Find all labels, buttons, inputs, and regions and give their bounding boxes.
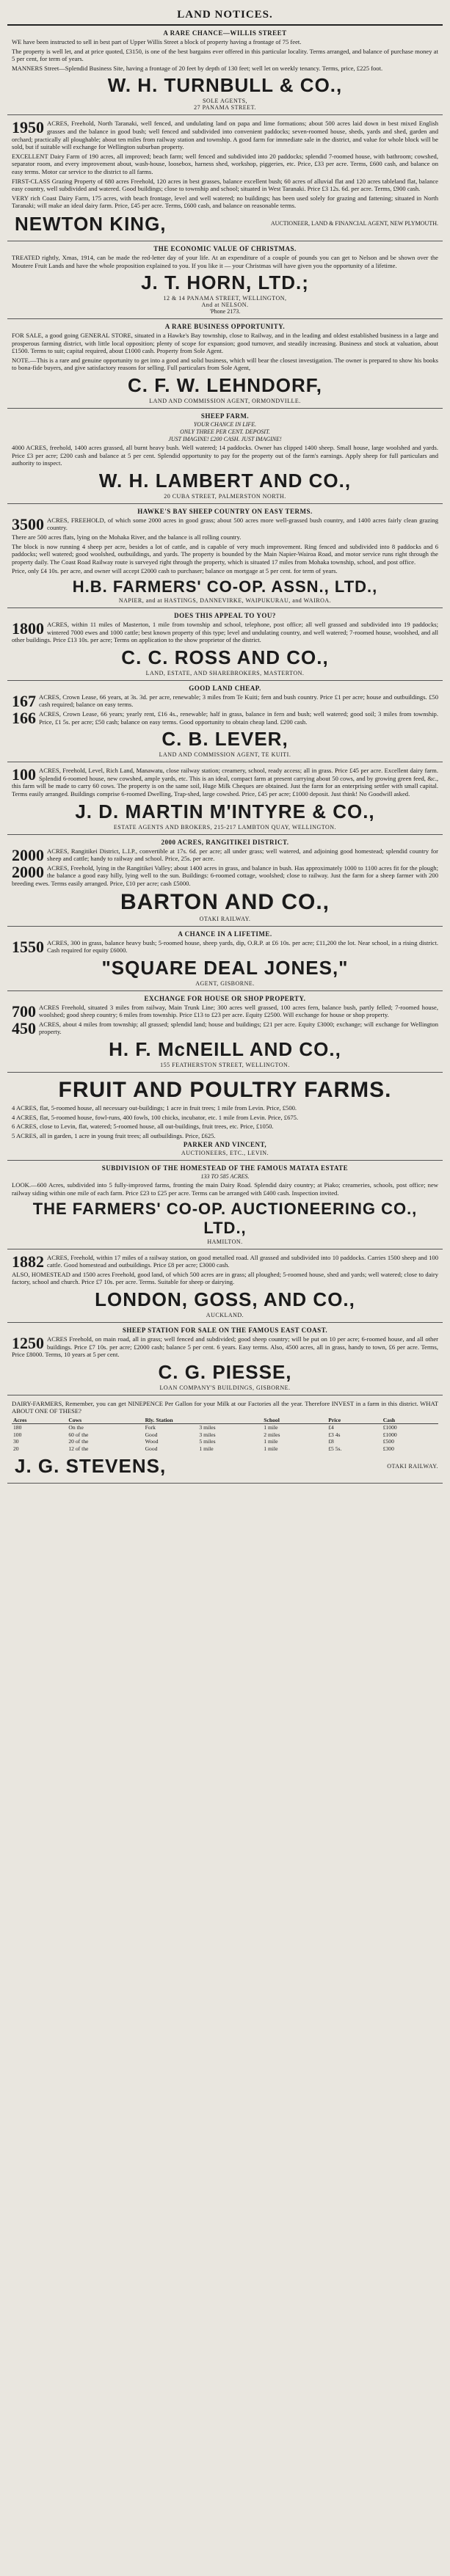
ad-text xyxy=(12,1001,438,1021)
firm-name: THE FARMERS' CO-OP. AUCTIONEERING CO., LTD., xyxy=(32,1199,418,1237)
newspaper-page xyxy=(7,7,443,2561)
ad-text-body: ACRES, 300 in grass, balance heavy bush; 5-roomed house, sheep yards, dip, O.R.P. at £6 10s. per acre; £11,200 the lot. Near school, in a rising district. Cash required for equity £6000. xyxy=(47,938,438,955)
ad-lambert xyxy=(7,409,443,504)
ad-text xyxy=(12,847,438,863)
table-header-cell: Cows xyxy=(67,1417,143,1424)
ad-piesse xyxy=(7,1323,443,1395)
ad-text-body: ACRES, Freehold, within 17 miles of a railway station, on good metalled road. All grassed and subdivided into 10 paddocks. Carries 1500 sheep and 100 cattle. Good homestead and outbuildings. Price £8 per acre; £3000 cash. xyxy=(47,1253,438,1269)
table-cell: £4 xyxy=(328,1424,334,1431)
table-cell: 1 mile xyxy=(199,1445,214,1452)
firm-name: C. G. PIESSE, xyxy=(158,1360,292,1383)
table-cell: 12 of the xyxy=(68,1445,89,1452)
ad-text: ALSO, HOMESTEAD and 1500 acres Freehold, good land, of which 500 acres are in grass; all ploughed; 5-roomed house, shed and yards; well watered; close to dairy factory, school and church. Price £7 10s. per acre. Terms. Suitable for sheep or dairying. xyxy=(12,1270,438,1286)
ad-tagline: JUST IMAGINE! £200 CASH. JUST IMAGINE! xyxy=(168,436,282,443)
ad-text: LOOK.—600 Acres, subdivided into 5 fully-improved farms, fronting the main Dairy Road. Splendid dairy country; at Piako; creameries, schools, post office; new railway siding within one mile of each farm. Price £23 to £25 per acre. Terms can be arranged with £400 cash. Inspection invited. xyxy=(12,1181,438,1197)
firm-name: BARTON AND CO., xyxy=(120,889,330,914)
ad-text: 4 ACRES, flat, 5-roomed house, fowl-runs, 400 fowls, 100 chicks, incubator, etc. 1 mile from Levin. Price, £675. xyxy=(12,1113,299,1121)
firm-name: W. H. TURNBULL & CO., xyxy=(107,74,343,97)
ad-subheading: A CHANCE IN A LIFETIME. xyxy=(178,930,272,938)
ad-mcneill xyxy=(7,991,443,1073)
ad-text: 6 ACRES, close to Levin, flat, watered; 5-roomed house, all out-buildings, fruit trees, etc. Price, £1050. xyxy=(12,1123,274,1131)
table-cell: £300 xyxy=(382,1445,394,1452)
ad-tagline: 133 TO 585 ACRES. xyxy=(200,1173,250,1181)
firm-caption: 155 FEATHERSTON STREET, WELLINGTON. xyxy=(160,1062,290,1069)
firm-address: 12 & 14 PANAMA STREET, WELLINGTON, xyxy=(163,295,287,302)
ad-text: The property is well let, and at price quoted, £3150, is one of the best bargains ever offered in this particular locality. Terms arranged, and balance of purchase money at 5 per cent, for term of years. xyxy=(12,47,438,63)
acreage-figure: 1250 xyxy=(12,1334,44,1352)
ad-horn xyxy=(7,241,443,319)
ad-text: 4000 ACRES, freehold, 1400 acres grassed, all burnt heavy bush. Well watered; 14 paddocks. Owner has clipped 1400 sheep. Small house, large woolshed and yards. Price £3 per acre; £200 cash and balance at 5 per cent. Splendid opportunity to pay for the property out of the farm's earnings. Apply sheep for full particulars and authority to inspect. xyxy=(12,444,438,467)
firm-name: C. B. LEVER, xyxy=(162,728,288,751)
table-cell: 60 of the xyxy=(68,1431,89,1438)
firm-name: J. D. MARTIN M'INTYRE & CO., xyxy=(75,800,375,822)
table-header-cell: Price xyxy=(327,1417,381,1424)
acreage-figure: 100 xyxy=(12,765,36,784)
ad-stevens xyxy=(7,1395,443,1484)
table-cell: £1000 xyxy=(382,1424,397,1431)
firm-row xyxy=(12,211,438,237)
ad-text xyxy=(12,120,438,150)
table-cell: £5 5s. xyxy=(328,1445,342,1452)
ad-text: TREATED rightly, Xmas, 1914, can be made the red-letter day of your life. At an expenditure of a couple of pounds you can get to Nelson and be shown over the Moutere Fruit Lands and have the whole proposition explained to you. If you like it — your Christmas will have given you the opportunity of a lifetime. xyxy=(12,253,438,269)
table-cell: Good xyxy=(145,1445,158,1452)
table-cell: 20 xyxy=(13,1445,19,1452)
ad-subheading: 2000 ACRES, RANGITIKEI DISTRICT. xyxy=(161,838,289,846)
ad-text: The block is now running 4 sheep per acre, besides a lot of cattle, and is capable of very much improvement. Ring fenced and subdivided into 8 paddocks and 6 paddocks; well watered; good woolshed, outbuildings, and yards. The property is bounded by the Main Napier-Wairoa Road, and motor service runs right through the property daily. The Coast Road Railway route is surveyed right through the property, which is situated 17 miles from Mohaka township, school, and post office. xyxy=(12,542,438,566)
table-cell: 3 miles xyxy=(199,1424,216,1431)
ad-text xyxy=(12,939,438,955)
ad-text xyxy=(12,621,438,644)
ad-subheading: A RARE BUSINESS OPPORTUNITY. xyxy=(164,323,286,331)
firm-address: 27 PANAMA STREET. xyxy=(194,104,256,112)
acreage-figure: 167 xyxy=(12,691,36,710)
table-header-cell: Cash xyxy=(382,1417,438,1424)
acreage-figure: 450 xyxy=(12,1018,36,1037)
ad-farmers-coop xyxy=(7,1161,443,1249)
ad-newton-king xyxy=(7,115,443,241)
ad-text xyxy=(12,864,438,888)
table-cell: Wood xyxy=(145,1438,159,1445)
ad-subheading: A RARE CHANCE—WILLIS STREET xyxy=(163,29,287,37)
firm-caption: LOAN COMPANY'S BUILDINGS, GISBORNE. xyxy=(159,1384,291,1391)
firm-name: C. C. ROSS AND CO., xyxy=(121,646,329,668)
table-cell: £8 xyxy=(328,1438,334,1445)
firm-name: J. G. STEVENS, xyxy=(15,1455,167,1477)
table-cell: Fork xyxy=(145,1424,156,1431)
table-header-cell: School xyxy=(262,1417,327,1424)
phone-number: 'Phone 2173. xyxy=(209,308,241,315)
acreage-figure: 2000 xyxy=(12,845,44,864)
ad-text: DAIRY-FARMERS, Remember, you can get NINEPENCE Per Gallon for your Milk at our Factories all the year. Therefore INVEST in a farm in this district. WHAT ABOUT ONE OF THESE? xyxy=(12,1399,438,1415)
acreage-figure: 1550 xyxy=(12,937,44,956)
table-cell: 5 miles xyxy=(199,1438,216,1445)
firm-name: PARKER AND VINCENT, xyxy=(183,1141,267,1149)
ad-lever xyxy=(7,681,443,762)
ad-text: 4 ACRES, flat, 5-roomed house, all necessary out-buildings; 1 acre in fruit trees; 1 mile from Levin. Price, £500. xyxy=(12,1104,297,1112)
ad-text xyxy=(12,693,438,709)
table-row xyxy=(12,1445,438,1452)
table-cell: 3 miles xyxy=(199,1431,216,1438)
firm-caption: NAPIER, and at HASTINGS, DANNEVIRKE, WAIPUKURAU, and WAIROA. xyxy=(118,597,332,604)
ad-text: WE have been instructed to sell in best part of Upper Willis Street a block of property having a frontage of 75 feet. xyxy=(12,38,302,45)
ad-martin-mcintyre xyxy=(7,762,443,834)
ad-text: MANNERS Street—Splendid Business Site, having a frontage of 20 feet by depth of 130 feet; well let on weekly tenancy. Terms, price, £225 foot. xyxy=(12,64,383,72)
table-row xyxy=(12,1431,438,1438)
table-header-cell: Rly. Station xyxy=(144,1417,263,1424)
firm-caption: LAND AND COMMISSION AGENT, TE KUITI. xyxy=(159,751,291,759)
ad-tagline: ONLY THREE PER CENT. DEPOSIT. xyxy=(180,428,270,436)
firm-address: 20 CUBA STREET, PALMERSTON NORTH. xyxy=(164,492,286,500)
table-cell: 1 mile xyxy=(264,1424,278,1431)
ad-subheading: SHEEP FARM. xyxy=(200,412,250,420)
ad-text xyxy=(12,1335,438,1359)
firm-caption: LAND, ESTATE, AND SHAREBROKERS, MASTERTON. xyxy=(145,669,305,676)
ad-text xyxy=(12,1254,438,1269)
firm-caption: AGENT, GISBORNE. xyxy=(195,979,255,987)
farm-table xyxy=(12,1417,438,1452)
firm-name: H.B. FARMERS' CO-OP. ASSN., LTD., xyxy=(72,577,378,596)
table-cell: 30 xyxy=(13,1438,19,1445)
ad-text-body: ACRES, Freehold, North Taranaki, well fenced, and undulating land on papa and lime formations; about 500 acres laid down in best mixed English grasses and the balance in good bush; well fenced and subdivided into convenient paddocks; seven-roomed house, sheds, yards and shed, garden and orchard; practically all ploughable; about ten miles from railway station and township. A good farm for immediate sale in the district, and value for whole block will be sold, but if suitable will exchange for Wellington suburban property. xyxy=(12,120,438,151)
table-cell: Good xyxy=(145,1431,158,1438)
ad-subheading: EXCHANGE FOR HOUSE OR SHOP PROPERTY. xyxy=(144,994,306,1002)
firm-row xyxy=(12,1453,438,1479)
firm-caption: ESTATE AGENTS AND BROKERS, 215-217 LAMBTON QUAY, WELLINGTON. xyxy=(113,823,337,831)
firm-name: J. T. HORN, LTD.; xyxy=(141,271,309,294)
page-heading: LAND NOTICES. xyxy=(7,7,443,26)
ad-text: There are 500 acres flats, lying on the Mohaka River, and the balance is all rolling country. xyxy=(12,533,242,541)
ad-text: NOTE.—This is a rare and genuine opportunity to get into a good and solid business, which will bear the closest investigation. The owner is prepared to show his books to bona-fide buyers, and give satisfactory reasons for selling. Full particulars from Sole Agent, xyxy=(12,356,438,372)
ad-text xyxy=(12,710,438,726)
ad-text: EXCELLENT Dairy Farm of 190 acres, all improved; beach farm; well fenced and subdivided into 20 paddocks; splendid 7-roomed house, with bathroom; cowshed, separator room, and every improvement about, wash-house, loosebox, harness shed, workshop, piggeries, etc. Price, £33 per acre. Terms, £600 cash, and balance on easy terms. Motor car service to the district to all farms. xyxy=(12,152,438,175)
ad-barton xyxy=(7,835,443,927)
acreage-figure: 1950 xyxy=(12,118,44,137)
ad-text-body: ACRES, Crown Lease, 66 years, at 3s. 3d. per acre, renewable; 3 miles from Te Kuiti; fern and bush country. Price £1 per acre; house and outbuildings. £50 cash required; balance on easy terms. xyxy=(39,693,438,709)
table-cell: 1 mile xyxy=(264,1445,278,1452)
table-cell: On the xyxy=(68,1424,84,1431)
firm-name: NEWTON KING, xyxy=(15,212,167,235)
ad-parker-vincent xyxy=(7,1073,443,1161)
ad-turnbull xyxy=(7,26,443,115)
ad-london-goss xyxy=(7,1249,443,1323)
table-cell: £1000 xyxy=(382,1431,397,1438)
ad-subheading: SHEEP STATION FOR SALE ON THE FAMOUS EAST COAST. xyxy=(122,1327,328,1334)
firm-caption: LAND AND COMMISSION AGENT, ORMONDVILLE. xyxy=(149,398,301,405)
table-header-row xyxy=(12,1417,438,1424)
firm-name: "SQUARE DEAL JONES," xyxy=(101,956,349,979)
ad-text-body: ACRES, within 11 miles of Masterton, 1 mile from township and school, telephone, post office; all well grassed and subdivided into 19 paddocks; wintered 7000 ewes and 1000 cattle; best known property of this type; level and undulating country, and well watered; 7-roomed house, woolshed, and all other buildings. Price £13 10s. per acre; Terms on application to the show proprietor of the district. xyxy=(12,621,438,644)
ad-text-body: ACRES, Freehold, lying in the Rangitikei Valley; about 1400 acres in grass, and balance in bush. Has approximately 1000 to 1100 acres fit for the plough; the balance a good easy hilly, lying well to the sun. Buildings: 6-roomed cottage, woolshed; close to railway. Just the farm for a sheep farmer with 200 breeding ewes. Terms easily arranged. Price, £10 per acre; cash £5000. xyxy=(12,864,438,887)
ad-text: VERY rich Coast Dairy Farm, 175 acres, with beach frontage, level and well watered; no buildings; has been used solely for grazing and fattening; situated in North Taranaki; will make an ideal dairy farm. Price, £45 per acre. Terms, £600 cash, and balance on reasonable terms. xyxy=(12,194,438,210)
ad-hb-farmers xyxy=(7,504,443,608)
firm-name: H. F. McNEILL AND CO., xyxy=(109,1038,341,1061)
table-cell: £500 xyxy=(382,1438,394,1445)
firm-caption: OTAKI RAILWAY. xyxy=(387,1463,438,1470)
firm-caption: AUCTIONEER, LAND & FINANCIAL AGENT, NEW PLYMOUTH. xyxy=(270,220,438,227)
ad-text-body: ACRES, Rangitikei District, L.I.P., convertible at 17s. 6d. per acre; all under grass; well watered, and adjoining good homestead; splendid country for sheep and cattle; handy to railway and school. Price, 25s. per acre. xyxy=(47,847,438,863)
ad-text: Price, only £4 10s. per acre, and owner will accept £2000 cash to purchaser; balance on mortgage at 5 per cent. for term of years. xyxy=(12,567,338,575)
firm-caption: OTAKI RAILWAY. xyxy=(199,915,251,922)
acreage-figure: 1800 xyxy=(12,619,44,638)
acreage-figure: 2000 xyxy=(12,862,44,881)
acreage-figure: 3500 xyxy=(12,514,44,533)
firm-name: LONDON, GOSS, AND CO., xyxy=(95,1288,355,1310)
ad-subheading: HAWKE'S BAY SHEEP COUNTRY ON EASY TERMS. xyxy=(137,507,313,515)
firm-caption: HAMILTON. xyxy=(207,1238,243,1245)
firm-caption: AUCKLAND. xyxy=(206,1312,244,1318)
table-cell: 1 mile xyxy=(264,1438,278,1445)
table-cell: £3 4s xyxy=(328,1431,341,1438)
table-cell: 100 xyxy=(13,1431,22,1438)
ad-ross xyxy=(7,608,443,681)
ad-square-deal-jones xyxy=(7,927,443,991)
acreage-figure: 700 xyxy=(12,1001,36,1021)
table-header-cell: Acres xyxy=(12,1417,67,1424)
ad-text-body: ACRES Freehold, on main road, all in grass; well fenced and subdivided; good sheep country; will be put on 10 per acre; 6-roomed house, and all other buildings. Price £7 10s. per acre; £2000 cash; balance 5 per cent. 6 years. Easy terms. Also, 4500 acres, all in grass, handy to town, £6 per acre. Terms, Price £8000. Terms, 10 years at 5 per cent. xyxy=(12,1335,438,1359)
table-cell: 20 of the xyxy=(68,1438,89,1445)
ad-text-body: ACRES Freehold, situated 3 miles from railway, Main Trunk Line; 300 acres well grassed, 100 acres fern, balance bush, partly felled; 7-roomed house, woolshed; good sheep country; 6 miles from township. Price £13 to £23 per acre. Equity £2500. Will exchange for house or shop property. xyxy=(39,1003,438,1019)
table-row xyxy=(12,1424,438,1431)
ad-subheading: GOOD LAND CHEAP. xyxy=(189,684,261,692)
ad-text-body: ACRES, FREEHOLD, of which some 2000 acres in good grass; about 500 acres more well-grassed bush country, and 1400 acres fairly clean grazing country. xyxy=(47,516,438,532)
table-cell: 2 miles xyxy=(264,1431,280,1438)
ad-text xyxy=(12,1018,438,1037)
acreage-figure: 166 xyxy=(12,708,36,727)
ad-text-body: ACRES, about 4 miles from township; all grassed; splendid land; house and buildings; £21 per acre. Equity £3000; exchange; will exchange for Wellington property. xyxy=(39,1020,438,1036)
firm-caption: SOLE AGENTS, xyxy=(202,98,248,105)
firm-name: C. F. W. LEHNDORF, xyxy=(128,374,322,397)
ad-text-body: ACRES, Crown Lease, 66 years; yearly rent, £16 4s., renewable; half in grass, balance in fern and bush; well watered; good soil; 3 miles from township. Price, £1 5s. per acre; £50 cash; balance on easy terms. Good opportunity to obtain cheap land. £200 cash. xyxy=(39,709,438,726)
ad-subheading: THE ECONOMIC VALUE OF CHRISTMAS. xyxy=(153,244,297,252)
ad-text: FIRST-CLASS Grazing Property of 680 acres Freehold, 120 acres in best grasses, balance excellent bush; 60 acres of alluvial flat and 120 acres tableland flat, balance easy country, well subdivided and watered. Good buildings; close to township and school; situated in West Taranaki. Price £3 12s. 6d. per acre. Terms, £900 cash. xyxy=(12,177,438,193)
ad-subheading: DOES THIS APPEAL TO YOU? xyxy=(174,612,276,619)
ad-text: FOR SALE, a good going GENERAL STORE, situated in a Hawke's Bay township, close to Railway, and in the leading and oldest established business in a large and prosperous farming district, with little local opposition; plenty of scope for expansion; good turnover, and steadily increasing. Business and stock at valuation, about £1500. Terms to suit; capital required, about £1000 cash. Property from Sole Agent. xyxy=(12,332,438,355)
ad-text xyxy=(12,767,438,798)
ad-text-body: ACRES, Freehold, Level, Rich Land, Manawatu, close railway station; creamery, school, ready access; all in grass. Price £45 per acre. Excellent dairy farm. Splendid 6-roomed house, new cowshed, ample yards, etc. This is an ideal, compact farm at present carrying about 50 cows, and by growing green feed, &c., this farm will be made to carry 60 cows. The property is on the same soil, Huge Milk Cheques are obtained. Just the farm for an enterprising settler with small capital. Terms easily arranged. Buildings comprise 6-roomed Dwelling, Trap-shed, large cowshed. Price, £45 per acre; £1000 deposit. Just think! No Goodwill asked. xyxy=(12,767,438,798)
ad-lehndorf xyxy=(7,319,443,409)
firm-name: W. H. LAMBERT AND CO., xyxy=(98,469,352,492)
firm-caption: AUCTIONEERS, ETC., LEVIN. xyxy=(181,1150,269,1157)
ad-tagline: YOUR CHANCE IN LIFE. xyxy=(193,421,257,428)
ad-subheading: SUBDIVISION OF THE HOMESTEAD OF THE FAMOUS MATATA ESTATE xyxy=(101,1164,349,1172)
ad-text: 5 ACRES, all in garden, 1 acre in young fruit trees; all outbuildings. Price, £625. xyxy=(12,1131,216,1139)
ad-banner: FRUIT AND POULTRY FARMS. xyxy=(58,1078,392,1103)
acreage-figure: 1882 xyxy=(12,1252,44,1271)
firm-address: And at NELSON. xyxy=(201,302,249,309)
ad-text xyxy=(12,514,438,533)
table-cell: 180 xyxy=(13,1424,22,1431)
table-row xyxy=(12,1438,438,1445)
